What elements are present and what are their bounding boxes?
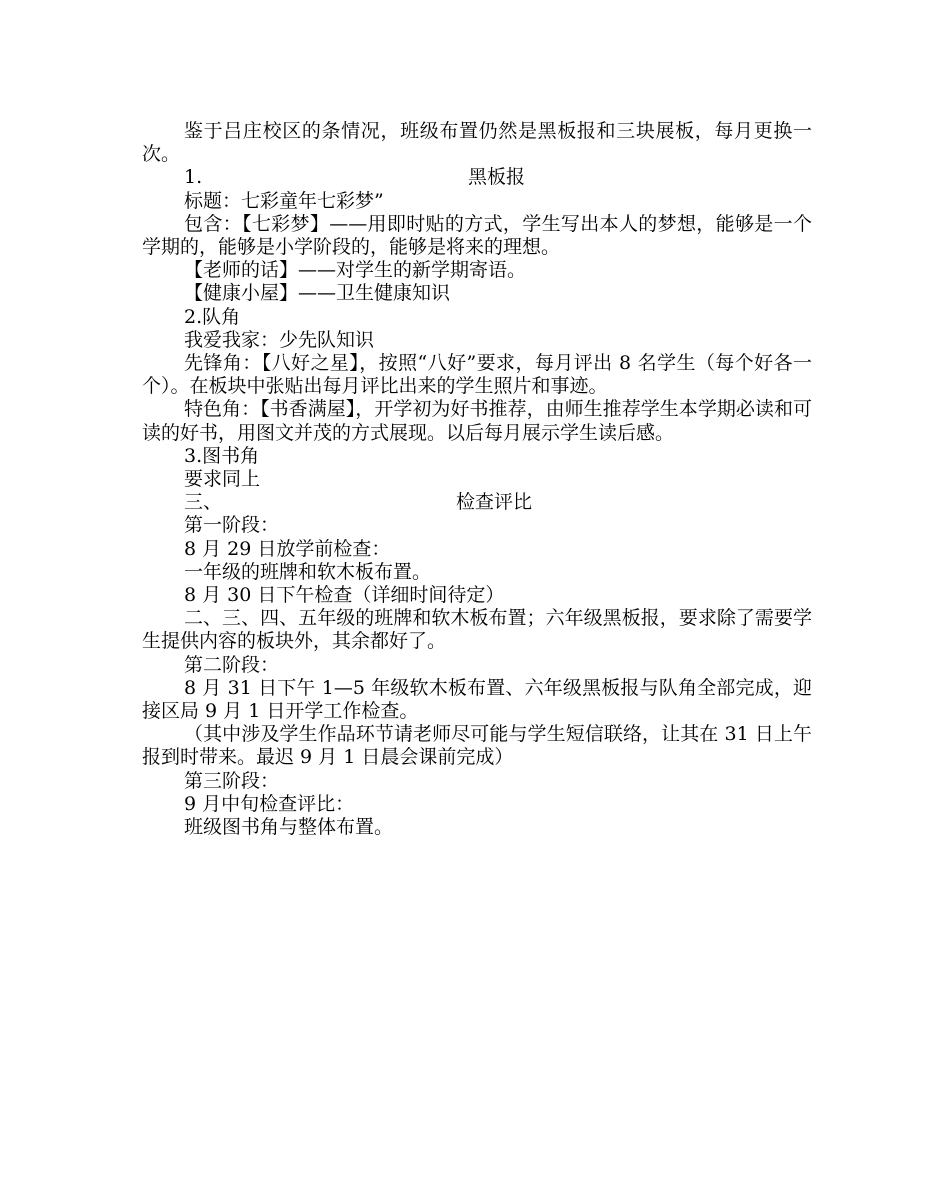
stage-one-label: 第一阶段： [184, 514, 280, 537]
aug31-paragraph: 8 月 31 日下午 1—5 年级软木板布置、六年级黑板报与队角全部完成，迎接区局 9 月 1 日开学工作检查。 [142, 676, 812, 723]
stage-two-label: 第二阶段： [184, 653, 280, 676]
stage-three-label: 第三阶段： [184, 769, 280, 792]
section-title: 黑板报 [468, 166, 526, 189]
section-title: 检查评比 [456, 491, 533, 514]
document-body [142, 120, 812, 839]
section-number: 三、 [184, 491, 223, 514]
intro-paragraph: 鉴于吕庄校区的条情况，班级布置仍然是黑板报和三块展板，每月更换一次。 [142, 120, 812, 166]
teacher-words-line: 【老师的话】——对学生的新学期寄语。 [184, 259, 527, 282]
sept-mid-line: 9 月中旬检查评比： [184, 792, 355, 815]
note-paragraph: （其中涉及学生作品环节请老师尽可能与学生短信联络，让其在 31 日上午报到时带来。最迟 9 月 1 日晨会课前完成） [142, 723, 812, 769]
feature-corner-paragraph: 特色角：【书香满屋】，开学初为好书推荐，由师生推荐学生本学期必读和可读的好书，用图文并茂的方式展现。以后每月展示学生读后感。 [142, 398, 812, 444]
section-number: 1. [184, 166, 203, 189]
aug30-line: 8 月 30 日下午检查（详细时间待定） [184, 584, 505, 607]
grades-2-6-paragraph: 二、三、四、五年级的班牌和软木板布置；六年级黑板报，要求除了需要学生提供内容的板块外，其余都好了。 [142, 607, 812, 653]
health-house-line: 【健康小屋】——卫生健康知识 [184, 282, 451, 305]
section-heading-library-corner: 3.图书角 [184, 444, 260, 467]
include-paragraph: 包含：【七彩梦】——用即时贴的方式，学生写出本人的梦想，能够是一个学期的，能够是小学阶段的，能够是将来的理想。 [142, 212, 812, 258]
aug29-line: 8 月 29 日放学前检查： [184, 537, 391, 560]
pioneer-corner-paragraph: 先锋角：【八好之星】，按照“八好”要求，每月评出 8 名学生（每个好各一个）。在板块中张贴出每月评比出来的学生照片和事迹。 [142, 352, 812, 398]
grade1-line: 一年级的班牌和软木板布置。 [184, 560, 432, 583]
section-heading-team-corner: 2.队角 [184, 305, 241, 328]
section-heading-blackboard [142, 166, 812, 189]
love-home-line: 我爱我家：少先队知识 [184, 328, 375, 351]
title-line: 标题：七彩童年七彩梦” [184, 189, 384, 212]
section-heading-inspection [142, 491, 812, 514]
same-as-above-line: 要求同上 [184, 468, 261, 491]
class-library-line: 班级图书角与整体布置。 [184, 816, 394, 839]
